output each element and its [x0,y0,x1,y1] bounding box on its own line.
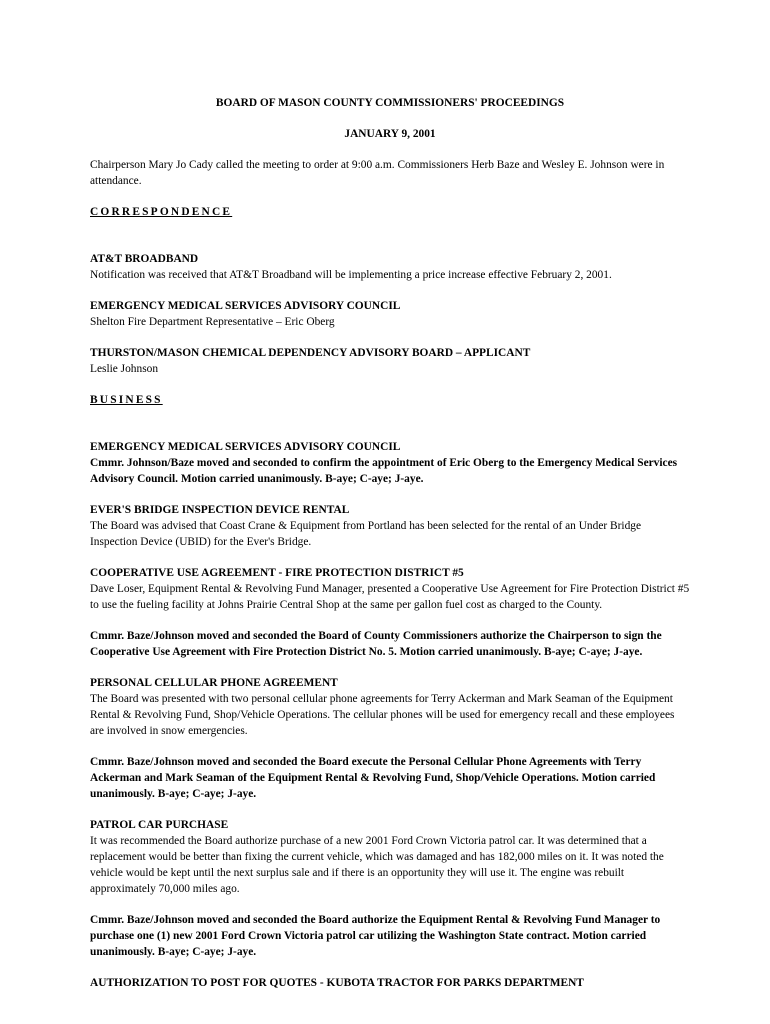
correspondence-heading: CORRESPONDENCE [90,206,233,218]
intro-paragraph: Chairperson Mary Jo Cady called the meeting to order at 9:00 a.m. Commissioners Herb Baze and Wesley E. Johnson were in attendance. [90,159,665,187]
ems-correspondence-title: EMERGENCY MEDICAL SERVICES ADVISORY COUNCIL [90,300,401,312]
coop-text: Dave Loser, Equipment Rental & Revolving Fund Manager, presented a Cooperative Use Agreement for Fire Protection District #5 to use the fueling facility at Johns Prairie Central Shop at the same per gallon fuel cost as charged to the County. [90,583,690,611]
coop-motion: Cmmr. Baze/Johnson moved and seconded the Board of County Commissioners authorize the Chairperson to sign the Cooperative Use Agreement with Fire Protection District No. 5. Motion carried unanimously. B-aye; C-aye; J-aye. [90,630,662,658]
business-heading: BUSINESS [90,394,163,406]
ems-motion: Cmmr. Johnson/Baze moved and seconded to confirm the appointment of Eric Oberg to the Emergency Medical Services Advisory Council. Motion carried unanimously. B-aye; C-aye; J-aye. [90,457,678,485]
patrol-title: PATROL CAR PURCHASE [90,819,229,831]
att-title: AT&T BROADBAND [90,253,199,265]
coop-title: COOPERATIVE USE AGREEMENT - FIRE PROTECTION DISTRICT #5 [90,567,464,579]
ems-business-title: EMERGENCY MEDICAL SERVICES ADVISORY COUNCIL [90,441,401,453]
phone-text: The Board was presented with two personal cellular phone agreements for Terry Ackerman and Mark Seaman of the Equipment Rental & Revolving Fund, Shop/Vehicle Operations. The cellular phones will be used for emergency recall and these employees are involved in snow emergencies. [90,693,675,737]
chemical-board-text: Leslie Johnson [90,363,159,375]
ems-correspondence-text: Shelton Fire Department Representative – Eric Oberg [90,316,335,328]
phone-title: PERSONAL CELLULAR PHONE AGREEMENT [90,677,338,689]
meeting-date: JANUARY 9, 2001 [344,128,436,140]
patrol-text: It was recommended the Board authorize purchase of a new 2001 Ford Crown Victoria patrol car. It was determined that a replacement would be better than fixing the current vehicle, which was damaged and has 182,000 miles on it. It was noted the vehicle would be kept until the next surplus sale and if there is an opportunity they will use it. The engine was rebuilt approximately 70,000 miles ago. [90,835,664,895]
kubota-title: AUTHORIZATION TO POST FOR QUOTES - KUBOTA TRACTOR FOR PARKS DEPARTMENT [90,977,584,989]
att-text: Notification was received that AT&T Broadband will be implementing a price increase effective February 2, 2001. [90,269,612,281]
bridge-text: The Board was advised that Coast Crane & Equipment from Portland has been selected for the rental of an Under Bridge Inspection Device (UBID) for the Ever's Bridge. [90,520,642,548]
phone-motion: Cmmr. Baze/Johnson moved and seconded the Board execute the Personal Cellular Phone Agreements with Terry Ackerman and Mark Seaman of the Equipment Rental & Revolving Fund, Shop/Vehicle Operations. Motion carried unanimously. B-aye; C-aye; J-aye. [90,756,656,800]
patrol-motion: Cmmr. Baze/Johnson moved and seconded the Board authorize the Equipment Rental & Revolving Fund Manager to purchase one (1) new 2001 Ford Crown Victoria patrol car utilizing the Washington State contract. Motion carried unanimously. B-aye; C-aye; J-aye. [90,914,661,958]
bridge-title: EVER'S BRIDGE INSPECTION DEVICE RENTAL [90,504,350,516]
chemical-board-title: THURSTON/MASON CHEMICAL DEPENDENCY ADVISORY BOARD – APPLICANT [90,347,531,359]
document-title: BOARD OF MASON COUNTY COMMISSIONERS' PROCEEDINGS [215,97,565,109]
document-body [90,95,690,991]
